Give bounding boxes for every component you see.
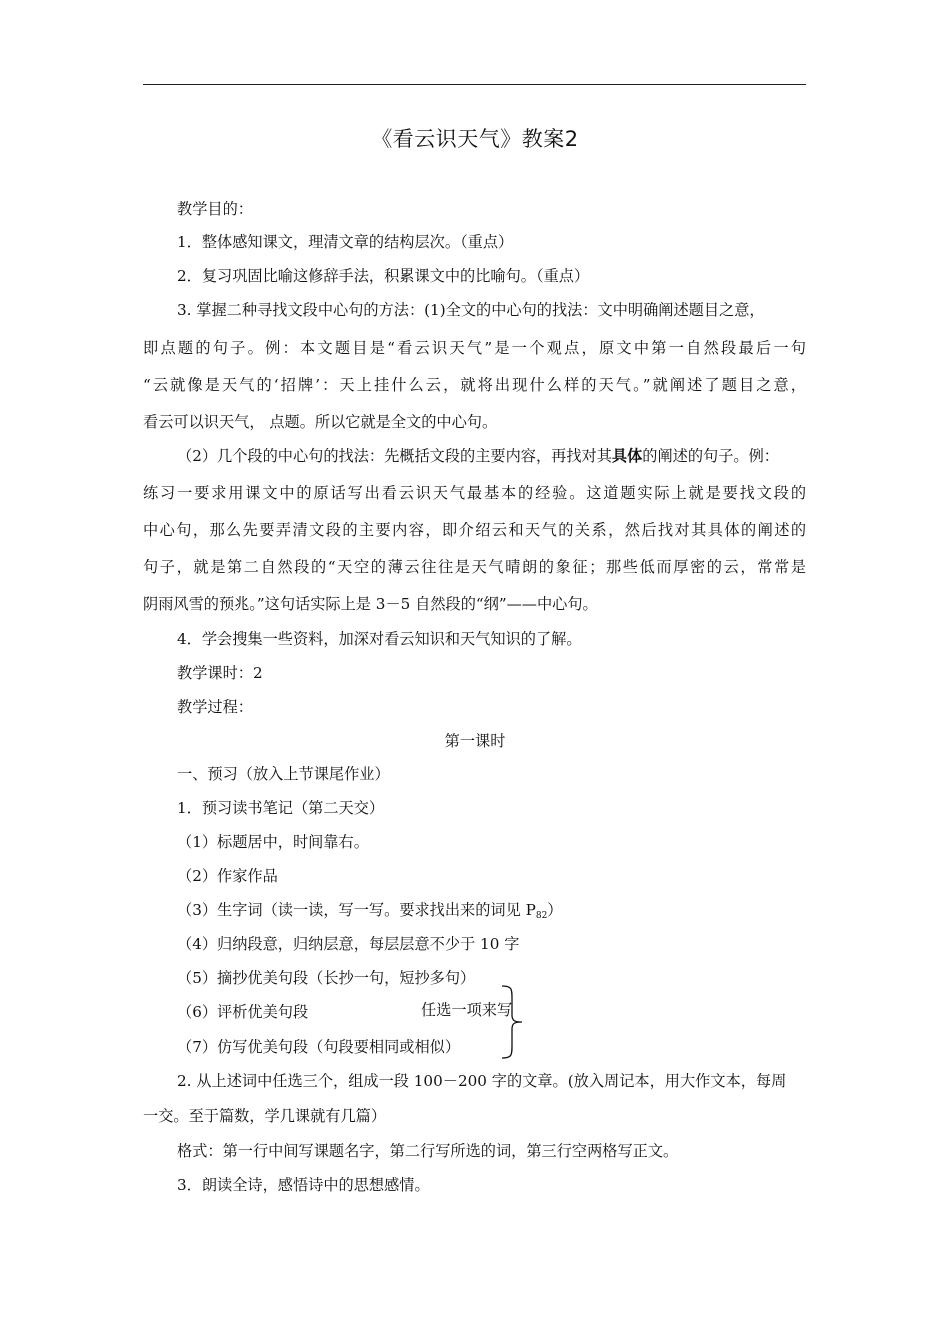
objective-3b-line-3: 中心句，那么先要弄清文段的主要内容，即介绍云和天气的关系，然后找对其具体的阐述的	[143, 521, 806, 539]
teaching-hours: 教学课时：2	[177, 664, 263, 682]
objective-3-line-3: “云就像是天气的‘招牌’：天上挂什么云，就将出现什么样的天气。”就阐述了题目之意，	[143, 376, 806, 394]
header-rule	[143, 84, 806, 85]
note-item-3-text: （3）生字词（读一读，写一写。要求找出来的词见 P	[177, 901, 536, 919]
choose-one-note: 任选一项来写	[421, 1001, 513, 1019]
objective-1: 1．整体感知课文，理清文章的结构层次。（重点）	[177, 233, 514, 251]
objective-2: 2．复习巩固比喻这修辞手法，积累课文中的比喻句。（重点）	[177, 267, 590, 285]
objective-3b-line-2: 练习一要求用课文中的原话写出看云识天气最基本的经验。这道题实际上就是要找文段的	[143, 484, 806, 502]
objective-3b-line-4: 句子，就是第二自然段的“天空的薄云往往是天气晴朗的象征；那些低而厚密的云，常常是	[143, 558, 806, 576]
objective-3b-line-1	[177, 446, 779, 466]
note-item-3	[177, 900, 562, 926]
objective-3b-line-5: 阴雨风雪的预兆。”这句话实际上是 3－5 自然段的“纲”——中心句。	[143, 595, 598, 613]
note-item-2: （2）作家作品	[177, 867, 278, 885]
note-item-5: （5）摘抄优美句段（长抄一句，短抄多句）	[177, 969, 476, 987]
objective-3-line-2: 即点题的句子。例：本文题目是“看云识天气”是一个观点，原文中第一自然段最后一句	[143, 339, 806, 357]
teaching-process: 教学过程：	[177, 698, 253, 716]
note-item-4: （4）归纳段意，归纳层意，每层层意不少于 10 字	[177, 935, 520, 953]
preview-item-2-line-1: 2. 从上述词中任选三个，组成一段 100－200 字的文章。(放入周记本，用大作文本，每周	[177, 1072, 787, 1090]
objectives-heading: 教学目的：	[177, 200, 253, 218]
preview-item-2-line-2: 一交。至于篇数，学几课就有几篇）	[143, 1107, 386, 1125]
objective-3-line-1: 3. 掌握二种寻找文段中心句的方法：(1)全文的中心句的找法：文中明确阐述题目之意，	[177, 301, 765, 319]
section-preview: 一、预习（放入上节课尾作业）	[177, 765, 390, 783]
note-item-6: （6）评析优美句段	[177, 1003, 309, 1021]
format-note: 格式：第一行中间写课题名字，第二行写所选的词，第三行空两格写正文。	[177, 1142, 679, 1160]
preview-item-1: 1．预习读书笔记（第二天交）	[177, 799, 385, 817]
document-title: 《看云识天气》教案2	[371, 127, 579, 151]
objective-3-line-4: 看云可以识天气， 点题。所以它就是全文的中心句。	[143, 413, 498, 431]
note-item-7: （7）仿写优美句段（句段要相同或相似）	[177, 1038, 461, 1056]
objective-3b-text-b: 的阐述的句子。例：	[642, 447, 779, 465]
page-subscript: 82	[535, 911, 548, 921]
objective-4: 4．学会搜集一些资料，加深对看云知识和天气知识的了解。	[177, 630, 582, 648]
objective-3b-text-a: （2）几个段的中心句的找法：先概括文段的主要内容，再找对其	[177, 447, 612, 465]
note-item-1: （1）标题居中，时间靠右。	[177, 833, 369, 851]
note-item-3-close: ）	[547, 901, 563, 919]
objective-3b-bold: 具体	[611, 447, 643, 465]
lesson-1-heading: 第一课时	[444, 732, 506, 750]
right-brace-icon	[500, 985, 526, 1059]
preview-item-3: 3．朗读全诗，感悟诗中的思想感情。	[177, 1176, 430, 1194]
